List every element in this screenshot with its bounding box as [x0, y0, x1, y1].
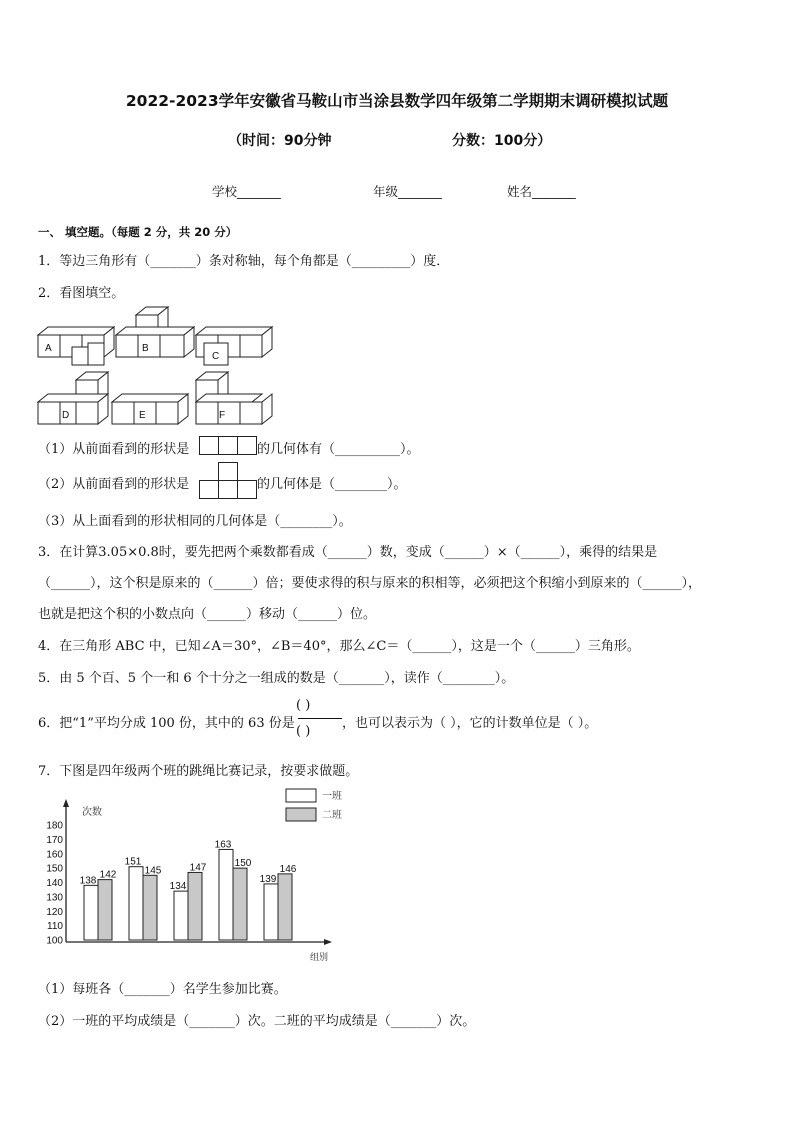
fraction-denominator: ( ) [296, 724, 311, 739]
legend-swatch [286, 808, 316, 821]
y-axis-label: 次数 [82, 807, 102, 818]
data-label: 138 [79, 875, 97, 887]
figure-f [196, 372, 272, 424]
y-tick-label: 150 [46, 863, 63, 875]
bar-2-3 [188, 872, 202, 940]
question-5: 5．由 5 个百、5 个一和 6 个十分之一组成的数是（_______），读作（________）。 [38, 671, 515, 686]
question-7-2: （2）一班的平均成绩是（_______）次。二班的平均成绩是（_______）次。 [38, 1014, 476, 1029]
figure-b [116, 307, 194, 357]
fraction-numerator: ( ) [296, 698, 311, 713]
question-6-prefix: 6．把“1”平均分成 100 份，其中的 63 份是 [38, 716, 295, 731]
data-label: 142 [99, 869, 117, 881]
y-tick-label: 180 [46, 820, 63, 832]
grade-field[interactable]: 年级_______ [373, 184, 442, 199]
bar-1-5 [264, 884, 278, 940]
data-label: 139 [259, 873, 277, 885]
bar-2-1 [98, 880, 112, 940]
legend-label: 一班 [322, 791, 342, 802]
question-2: 2．看图填空。 [38, 286, 125, 301]
section-heading: 一、 填空题。（每题 2 分，共 20 分） [38, 225, 238, 239]
figure-e [112, 394, 188, 424]
data-label: 163 [214, 839, 232, 851]
cube-label-b: B [142, 343, 149, 354]
question-2-2-suffix: 的几何体是（________）。 [257, 477, 407, 492]
front-view-cross-icon [199, 462, 257, 500]
cube-label-a: A [45, 343, 52, 354]
bar-2-4 [233, 868, 247, 940]
y-axis-arrow [63, 799, 69, 807]
cube-label-d: D [62, 410, 70, 421]
question-2-3: （3）从上面看到的形状相同的几何体是（________）。 [38, 514, 352, 529]
y-tick-label: 130 [46, 892, 63, 904]
question-3-line-1: 3．在计算3.05×0.8时，要先把两个乘数都看成（______）数，变成（______）×（______），乘得的结果是 [38, 545, 658, 560]
school-field[interactable]: 学校_______ [212, 184, 281, 199]
question-2-1-prefix: （1）从前面看到的形状是 [38, 442, 190, 457]
data-label: 150 [234, 858, 252, 870]
fraction-bar [298, 718, 342, 719]
cube-figures [36, 305, 276, 430]
figure-d [38, 372, 108, 424]
bar-1-4 [219, 849, 233, 940]
question-2-2-prefix: （2）从前面看到的形状是 [38, 477, 190, 492]
question-6-suffix: ，也可以表示为（ ），它的计数单位是（ ）。 [342, 716, 598, 731]
bar-2-2 [143, 875, 157, 940]
page-title: 2022-2023学年安徽省马鞍山市当涂县数学四年级第二学期期末调研模拟试题 [125, 92, 669, 110]
jump-rope-bar-chart [34, 785, 354, 965]
question-1: 1．等边三角形有（_______）条对称轴，每个角都是（_________）度． [38, 254, 450, 269]
x-axis-arrow [324, 939, 332, 945]
data-label: 145 [144, 865, 162, 877]
legend-label: 二班 [322, 810, 342, 821]
data-label: 134 [169, 881, 187, 893]
question-3-line-2: （______），这个积是原来的（______）倍；要使求得的积与原来的积相等，必须把这个积缩小到原来的（______）， [38, 576, 702, 591]
bar-1-2 [129, 867, 143, 940]
data-label: 146 [279, 863, 297, 875]
figure-c [196, 327, 272, 365]
question-3-line-3: 也就是把这个积的小数点向（______）移动（______）位。 [38, 607, 377, 622]
y-tick-label: 110 [47, 921, 63, 933]
y-tick-label: 160 [46, 849, 63, 861]
data-label: 151 [124, 856, 142, 868]
x-axis-label: 组别 [310, 952, 329, 962]
cube-label-e: E [139, 410, 146, 421]
question-2-1-suffix: 的几何体有（__________）。 [257, 442, 420, 457]
exam-time: （时间：90分钟 [228, 133, 332, 149]
bar-1-3 [174, 891, 188, 940]
y-tick-label: 140 [46, 878, 63, 889]
question-4: 4．在三角形 ABC 中，已知∠A＝30°，∠B＝40°，那么∠C＝（______），这是一个（______）三角形。 [38, 639, 640, 654]
y-tick-label: 120 [46, 906, 63, 918]
front-view-1x3-icon [199, 436, 257, 456]
y-tick-label: 100 [46, 935, 63, 947]
legend-swatch [286, 789, 316, 802]
bar-1-1 [84, 885, 98, 940]
cube-label-c: C [212, 351, 220, 362]
y-tick-label: 170 [46, 834, 63, 846]
question-7: 7．下图是四年级两个班的跳绳比赛记录，按要求做题。 [38, 764, 359, 779]
name-field[interactable]: 姓名_______ [507, 184, 576, 199]
question-7-1: （1）每班各（_______）名学生参加比赛。 [38, 982, 287, 997]
bar-2-5 [278, 874, 292, 940]
cube-label-f: F [219, 410, 226, 421]
exam-score: 分数：100分） [452, 133, 552, 149]
data-label: 147 [189, 862, 207, 874]
